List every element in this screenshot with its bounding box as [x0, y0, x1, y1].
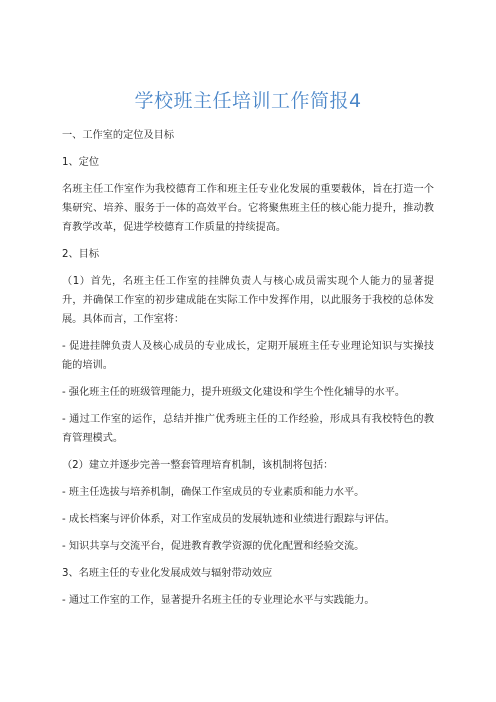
list-item: - 成长档案与评价体系，对工作室成员的发展轨迹和业绩进行跟踪与评估。 [62, 514, 395, 525]
list-item: - 促进挂牌负责人及核心成员的专业成长，定期开展班主任专业理论知识与实操技能的培训。 [62, 341, 434, 371]
body-paragraph: 名班主任工作室作为我校德育工作和班主任专业化发展的重要载体，旨在打造一个集研究、培养、服务于一体的高效平台。它将聚焦班主任的核心能力提升，推动教育教学改革，促进学校德育工作质量的持续提高。 [62, 184, 434, 233]
section-heading: 一、工作室的定位及目标 [62, 130, 175, 141]
list-item: - 强化班主任的班级管理能力，提升班级文化建设和学生个性化辅导的水平。 [62, 387, 406, 398]
body-paragraph: （1）首先，名班主任工作室的挂牌负责人与核心成员需实现个人能力的显著提升，并确保工作室的初步建成能在实际工作中发挥作用，以此服务于我校的总体发展。具体而言，工作室将： [62, 276, 434, 325]
document-title: 学校班主任培训工作简报4 [134, 90, 362, 112]
subsection-heading: 2、目标 [62, 249, 100, 260]
list-item: - 班主任选拔与培养机制，确保工作室成员的专业素质和能力水平。 [62, 487, 365, 498]
list-item: - 通过工作室的工作，显著提升名班主任的专业理论水平与实践能力。 [62, 595, 375, 606]
subsection-heading: 1、定位 [62, 157, 100, 168]
list-item: - 通过工作室的运作，总结并推广优秀班主任的工作经验，形成具有我校特色的教育管理模式。 [62, 414, 434, 444]
list-item: - 知识共享与交流平台，促进教育教学资源的优化配置和经验交流。 [62, 541, 365, 552]
body-paragraph: （2）建立并逐步完善一整套管理培育机制，该机制将包括： [62, 460, 334, 471]
document-body [62, 126, 434, 618]
subsection-heading: 3、名班主任的专业化发展成效与辐射带动效应 [62, 568, 273, 579]
